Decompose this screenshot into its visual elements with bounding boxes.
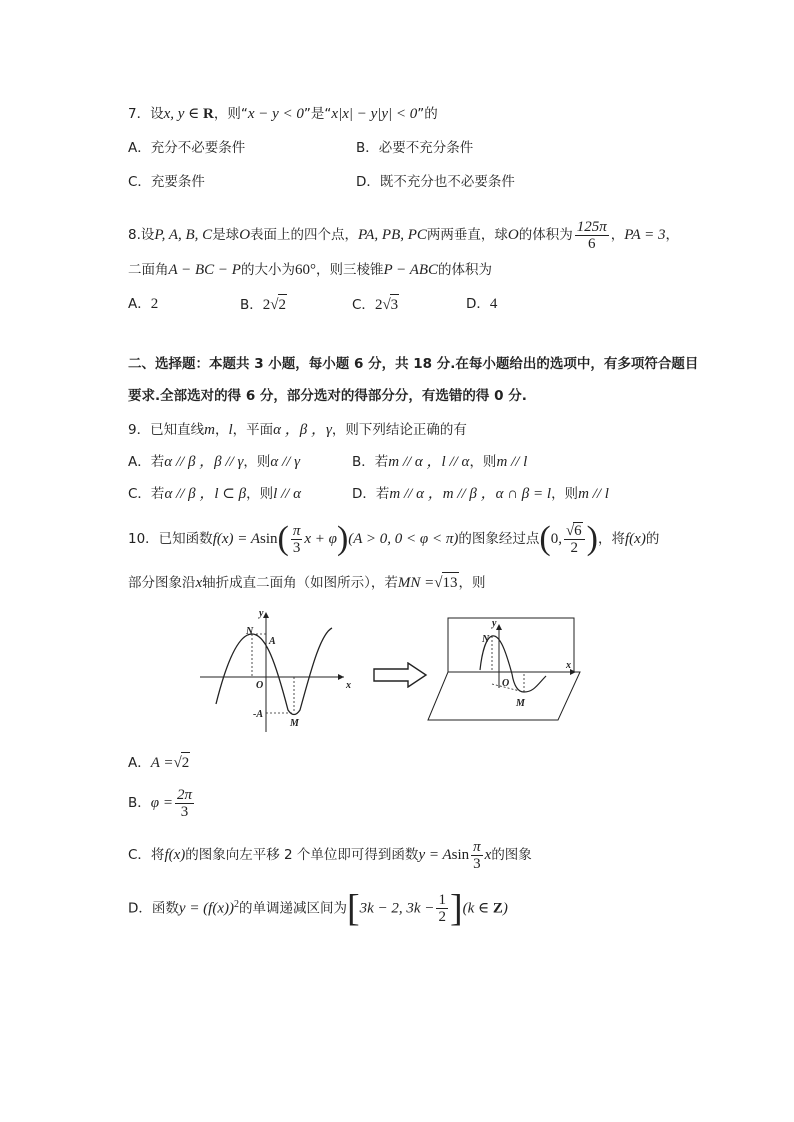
q9-c-pre: C．若 bbox=[128, 486, 165, 502]
q9-b-premise: m // α ，l // α bbox=[388, 454, 470, 470]
q10-option-d: D．函数$y = (f(x))^2$的单调递减区间为[3k − 2, 3k − $\frac{1}{2}$ ](k ∈ Z) bbox=[128, 887, 508, 930]
q10-fx: f(x) = A bbox=[212, 531, 261, 547]
q9-line-m: m bbox=[204, 422, 215, 438]
q10-c-fraction bbox=[471, 839, 483, 872]
q10-sine-graph bbox=[196, 604, 372, 736]
q9-a-conclusion: α // γ bbox=[270, 454, 301, 470]
fold-label-o: O bbox=[502, 678, 510, 689]
q8-text: 二面角 bbox=[128, 262, 169, 278]
q7-stem bbox=[128, 104, 438, 124]
q10-d-num: 1 bbox=[438, 892, 446, 908]
q8-pa: PA = 3 bbox=[624, 227, 666, 243]
q7-option-c: C．充要条件 bbox=[128, 174, 205, 190]
q9-sep: ，平面 bbox=[232, 422, 274, 438]
q8-sphere-o: O bbox=[507, 227, 519, 243]
q8-points: P, A, B, C bbox=[154, 227, 213, 243]
q10-r6: 6 bbox=[574, 523, 582, 539]
q9-b-conclusion: m // l bbox=[496, 454, 528, 470]
q8-option-c-radicand: 3 bbox=[390, 294, 400, 315]
q9-c-premise: α // β ，l ⊂ β bbox=[164, 486, 247, 502]
q8-pyramid: P − ABC bbox=[383, 262, 439, 278]
q10-c-pre: C．将 bbox=[128, 847, 165, 863]
q8-text: 是球 bbox=[212, 227, 240, 243]
q8-option-c: C．2√3 bbox=[352, 294, 399, 315]
q8-text: ， bbox=[610, 227, 625, 243]
q10-option-a: A．A =√2 bbox=[128, 752, 190, 773]
section-heading-line1: 二、选择题：本题共 3 小题，每小题 6 分，共 18 分.在每小题给出的选项中，有多项符合题目 bbox=[128, 356, 699, 372]
q10-r13: 13 bbox=[442, 572, 459, 593]
q9-line-l: l bbox=[228, 422, 233, 438]
q10-a-lhs: A = bbox=[150, 755, 174, 771]
q10-pi3-num: π bbox=[292, 522, 301, 539]
q10-c-sin: sin bbox=[451, 847, 470, 863]
y-axis-arrow-icon bbox=[263, 612, 269, 618]
q10-pi3 bbox=[291, 523, 303, 556]
q10-c-y: y = A bbox=[418, 847, 452, 863]
q7-text-b: ，则“ bbox=[213, 106, 248, 122]
q10-d-end: ) bbox=[502, 900, 508, 917]
section-heading-line2: 要求.全部选对的得 6 分，部分选对的得部分分，有选错的得 0 分. bbox=[128, 388, 527, 404]
q8-text: 两两垂直，球 bbox=[426, 227, 508, 243]
label-x: x bbox=[346, 680, 351, 691]
q9-a-premise: α // β ，β // γ bbox=[164, 454, 244, 470]
q10-b-pre: B． bbox=[128, 795, 151, 811]
q10-text: 的 bbox=[645, 531, 660, 547]
q9-stem bbox=[128, 420, 467, 440]
label-a: A bbox=[269, 636, 276, 647]
q8-option-b-coef: 2 bbox=[262, 297, 271, 313]
q8-option-a-value: 2 bbox=[150, 296, 159, 312]
q10-option-b bbox=[128, 786, 196, 820]
q9-option-d bbox=[352, 484, 609, 504]
q7-option-d: D．既不充分也不必要条件 bbox=[356, 174, 515, 190]
q10-d-fraction bbox=[436, 892, 448, 925]
q7-option-b: B．必要不充分条件 bbox=[356, 140, 474, 156]
q7-text-d: ”的 bbox=[417, 106, 438, 122]
q10-b-num: 2π bbox=[176, 786, 192, 803]
q9-d-conclusion: m // l bbox=[578, 486, 609, 502]
q10-d-den: 2 bbox=[438, 909, 446, 925]
q10-label: 10．已知函数 bbox=[128, 531, 213, 547]
q10-c-x: x bbox=[484, 847, 492, 863]
q10-two: 2 bbox=[570, 540, 579, 556]
q8-option-d bbox=[466, 294, 497, 314]
q10-d-k: (k ∈ bbox=[462, 900, 493, 917]
q7-option-a: A．充分不必要条件 bbox=[128, 140, 246, 156]
q8-volume-fraction bbox=[575, 219, 609, 252]
label-m: M bbox=[290, 718, 299, 729]
q10-xphi: x + φ bbox=[304, 531, 337, 547]
q8-option-b: B．2√2 bbox=[240, 294, 287, 315]
q10-folded-graph bbox=[426, 612, 592, 724]
q10-a-radicand: 2 bbox=[181, 752, 191, 773]
q10-c-f: f(x) bbox=[164, 847, 186, 863]
q9-d-premise: m // α ，m // β ，α ∩ β = l bbox=[389, 486, 552, 502]
q8-label: 8.设 bbox=[128, 227, 155, 243]
q8-text: 的大小为 bbox=[240, 262, 295, 278]
q10-stem-line2: 部分图象沿x轴折成直二面角（如图所示），若MN =√13，则 bbox=[128, 572, 486, 593]
q9-d-pre: D．若 bbox=[352, 486, 390, 502]
q10-d-pre: D．函数 bbox=[128, 900, 179, 917]
fold-label-y: y bbox=[492, 618, 497, 629]
q8-stem-line1 bbox=[128, 218, 679, 252]
q10-a-pre: A． bbox=[128, 755, 151, 771]
q10-pi3-den: 3 bbox=[292, 539, 301, 556]
vertical-plane bbox=[448, 618, 574, 672]
q7-cond2: x|x| − y|y| < 0 bbox=[331, 106, 418, 122]
q10-d-interval: 3k − 2, 3k − bbox=[359, 900, 435, 917]
q8-angle: 60° bbox=[294, 262, 316, 278]
q10-c-post: 的图象 bbox=[491, 847, 532, 863]
q8-sphere-o: O bbox=[239, 227, 251, 243]
q8-text: 的体积为 bbox=[438, 262, 493, 278]
q9-c-conclusion: l // α bbox=[273, 486, 301, 502]
q10-b-fraction bbox=[175, 787, 194, 820]
q8-option-b-label: B． bbox=[240, 297, 263, 313]
q10-b-den: 3 bbox=[180, 803, 189, 820]
q8-text: ， bbox=[665, 227, 680, 243]
q8-volume-denominator: 6 bbox=[588, 235, 596, 252]
q8-text: ，则三棱锥 bbox=[315, 262, 384, 278]
label-n: N bbox=[246, 626, 254, 637]
fold-label-m: M bbox=[516, 698, 525, 709]
q7-vars: x, y ∈ bbox=[163, 106, 204, 122]
q9-option-a bbox=[128, 452, 300, 472]
fold-curve-horizontal bbox=[512, 674, 546, 692]
q8-stem-line2 bbox=[128, 260, 492, 280]
q9-a-post: ，则 bbox=[243, 454, 271, 470]
q9-label: 9．已知直线 bbox=[128, 422, 205, 438]
fold-arrow-icon bbox=[372, 662, 428, 688]
q8-text: 表面上的四个点， bbox=[250, 227, 359, 243]
q7-set: R bbox=[203, 106, 214, 122]
q10-stem-line1: 10．已知函数f(x) = Asin( $\frac{\pi}{3}$ x + φ)(A > 0, 0 < φ < π)的图象经过点(0, $\frac{√6}{2}$ )，将f(x)的 bbox=[128, 520, 660, 557]
q8-dihedral: A − BC − P bbox=[168, 262, 241, 278]
q8-option-c-coef: 2 bbox=[374, 297, 383, 313]
q7-text-c: ”是“ bbox=[303, 106, 332, 122]
label-o: O bbox=[256, 680, 264, 691]
fold-y-arrow-icon bbox=[496, 624, 502, 630]
q9-option-b bbox=[352, 452, 527, 472]
fold-label-x: x bbox=[566, 660, 571, 671]
label-neg-a: -A bbox=[253, 709, 263, 720]
q8-option-a-label: A． bbox=[128, 296, 151, 312]
q9-text: ，则下列结论正确的有 bbox=[331, 422, 467, 438]
q9-a-pre: A．若 bbox=[128, 454, 165, 470]
q8-option-a bbox=[128, 294, 158, 314]
q10-d-square: 2 bbox=[234, 899, 239, 910]
q10-d-mid: 的单调递减区间为 bbox=[239, 900, 347, 917]
q10-text: 部分图象沿 bbox=[128, 575, 196, 591]
q10-text: ，则 bbox=[458, 575, 486, 591]
q9-c-post: ，则 bbox=[246, 486, 274, 502]
q10-cond: (A > 0, 0 < φ < π) bbox=[348, 531, 459, 547]
q10-text: 的图象经过点 bbox=[458, 531, 540, 547]
q7-cond1: x − y < 0 bbox=[247, 106, 304, 122]
q8-option-b-radicand: 2 bbox=[278, 294, 288, 315]
q8-lines: PA, PB, PC bbox=[358, 227, 427, 243]
q10-option-c bbox=[128, 838, 532, 872]
q10-c-den: 3 bbox=[473, 855, 481, 872]
q10-sin: sin bbox=[260, 531, 278, 547]
q8-option-c-label: C． bbox=[352, 297, 375, 313]
q9-option-c bbox=[128, 484, 301, 504]
q9-b-post: ，则 bbox=[469, 454, 497, 470]
q10-point-y: $\frac{√6}{2}$ bbox=[564, 522, 585, 556]
q10-mn: MN = bbox=[397, 575, 435, 591]
q10-d-z: Z bbox=[492, 900, 503, 917]
fold-label-n: N bbox=[482, 634, 490, 645]
q8-option-d-value: 4 bbox=[489, 296, 498, 312]
q9-sep: ， bbox=[214, 422, 229, 438]
q10-text: 轴折成直二面角（如图所示），若 bbox=[202, 575, 398, 591]
q10-c-num: π bbox=[473, 838, 481, 855]
q8-option-d-label: D． bbox=[466, 296, 490, 312]
q10-text: ，将 bbox=[598, 531, 625, 547]
q10-fx2: f(x) bbox=[625, 531, 646, 547]
q10-point-x: 0, bbox=[550, 531, 562, 547]
label-y: y bbox=[259, 608, 264, 619]
q8-text: 的体积为 bbox=[518, 227, 573, 243]
q10-x: x bbox=[195, 575, 203, 591]
q10-c-mid: 的图象向左平移 2 个单位即可得到函数 bbox=[185, 847, 419, 863]
q7-label: 7．设 bbox=[128, 106, 164, 122]
q9-planes: α ，β ，γ bbox=[273, 422, 332, 438]
q9-d-post: ，则 bbox=[551, 486, 579, 502]
x-axis-arrow-icon bbox=[338, 674, 344, 680]
q10-d-y: y = (f(x)) bbox=[178, 900, 234, 917]
q10-b-lhs: φ = bbox=[150, 795, 173, 811]
q9-b-pre: B．若 bbox=[352, 454, 389, 470]
q8-volume-numerator: 125π bbox=[576, 218, 607, 235]
